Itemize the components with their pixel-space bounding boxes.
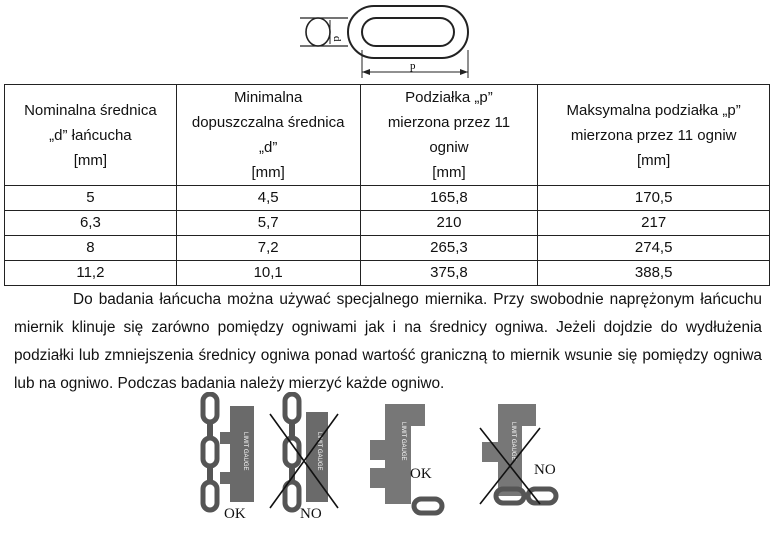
table-row [5,186,770,211]
table-cell: 165,8 [360,186,538,211]
table-header-row [5,85,770,186]
table-cell: 388,5 [538,261,770,286]
table-cell: 4,5 [176,186,360,211]
chain-link-diagram [290,0,480,80]
gauge-figure-no-2 [480,404,556,504]
svg-text:LIMIT GAUGE: LIMIT GAUGE [316,432,322,471]
table-cell: 5,7 [176,211,360,236]
table-cell: 217 [538,211,770,236]
table-row [5,211,770,236]
header-min-diameter: Minimalna dopuszczalna średnica „d” [mm] [176,85,360,186]
table-cell: 170,5 [538,186,770,211]
diameter-label: d [331,36,343,42]
table-cell: 10,1 [176,261,360,286]
table-cell: 274,5 [538,236,770,261]
gauge-label-ok-1: OK [224,506,246,522]
table-cell: 5 [5,186,177,211]
header-max-pitch: Maksymalna podziałka „p” mierzona przez 11 ogniw [mm] [538,85,770,186]
gauge-label-ok-2: OK [410,466,432,482]
gauge-label-no-2: NO [534,462,556,478]
header-pitch: Podziałka „p” mierzona przez 11 ogniw [mm] [360,85,538,186]
table-cell: 375,8 [360,261,538,286]
table-cell: 7,2 [176,236,360,261]
table-cell: 265,3 [360,236,538,261]
table-cell: 6,3 [5,211,177,236]
chain-spec-table [4,84,770,286]
gauge-figure-no-1 [270,394,338,522]
table-row [5,261,770,286]
svg-text:LIMIT GAUGE: LIMIT GAUGE [510,422,516,461]
svg-text:LIMIT GAUGE: LIMIT GAUGE [400,422,406,461]
table-cell: 8 [5,236,177,261]
pitch-label: p [410,60,416,72]
gauge-label-no-1: NO [300,506,322,522]
table-cell: 11,2 [5,261,177,286]
gauge-figure-ok-1 [203,394,254,522]
header-nominal-diameter: Nominalna średnica „d” łańcucha [mm] [5,85,177,186]
gauge-figure-ok-2 [370,404,442,513]
svg-text:LIMIT GAUGE: LIMIT GAUGE [242,432,248,471]
description-paragraph: Do badania łańcucha można używać specjalnego miernika. Przy swobodnie naprężonym łańcuchu miernik klinuje się zarówno pomiędzy ogniwami jak i na średnicy ogniwa. Jeżeli dojdzie do wydłużenia podziałki lub zmniejszenia średnicy ogniwa ponad wartość graniczną to miernik wsunie się pomiędzy ogniwa lub na ogniwo. Podczas badania należy mierzyć każde ogniwo. [14,291,762,392]
gauge-illustrations [180,392,600,532]
table-cell: 210 [360,211,538,236]
table-row [5,236,770,261]
